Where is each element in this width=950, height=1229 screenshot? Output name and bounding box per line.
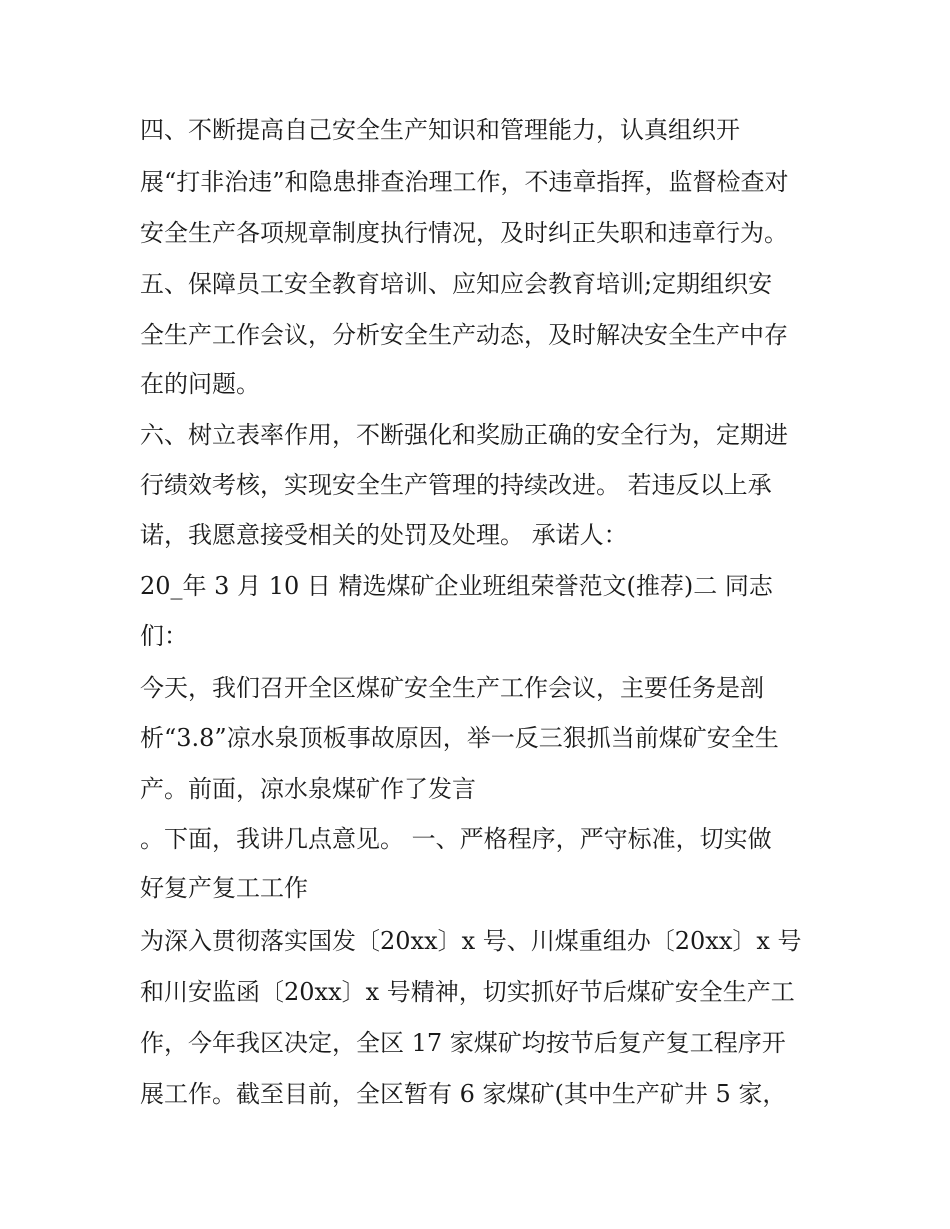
text-line: 六、树立表率作用，不断强化和奖励正确的安全行为，定期进 [140, 421, 788, 449]
text-line: 在的问题。 [140, 370, 260, 398]
text-line: 五、保障员工安全教育培训、应知应会教育培训;定期组织安 [140, 270, 773, 298]
text-line: 好复产复工工作 [140, 874, 308, 902]
text-line: 20_年 3 月 10 日 精选煤矿企业班组荣誉范文(推荐)二 同志 [140, 572, 773, 600]
text-line: 安全生产各项规章制度执行情况，及时纠正失职和违章行为。 [140, 219, 788, 247]
text-line: 诺，我愿意接受相关的处罚及处理。 承诺人： [140, 521, 628, 549]
text-line: 产。前面，凉水泉煤矿作了发言 [140, 775, 476, 803]
text-line: 展工作。截至目前，全区暂有 6 家煤矿(其中生产矿井 5 家， [140, 1080, 787, 1108]
text-line: 和川安监函〔20xx〕x 号精神，切实抓好节后煤矿安全生产工 [140, 978, 795, 1006]
text-line: 们： [140, 622, 188, 650]
text-line: 作，今年我区决定，全区 17 家煤矿均按节后复产复工程序开 [140, 1029, 786, 1057]
text-line: 为深入贯彻落实国发〔20xx〕x 号、川煤重组办〔20xx〕x 号 [140, 927, 802, 955]
text-line: 今天，我们召开全区煤矿安全生产工作会议，主要任务是剖 [140, 674, 764, 702]
text-line: 行绩效考核，实现安全生产管理的持续改进。 若违反以上承 [140, 471, 772, 499]
text-line: 四、不断提高自己安全生产知识和管理能力，认真组织开 [140, 116, 740, 144]
text-line: 全生产工作会议，分析安全生产动态，及时解决安全生产中存 [140, 321, 788, 349]
text-line: 。下面，我讲几点意见。 一、严格程序，严守标准，切实做 [140, 825, 772, 853]
text-line: 析“3.8”凉水泉顶板事故原因，举一反三狠抓当前煤矿安全生 [140, 724, 779, 752]
text-line: 展“打非治违”和隐患排查治理工作，不违章指挥，监督检查对 [140, 168, 789, 196]
